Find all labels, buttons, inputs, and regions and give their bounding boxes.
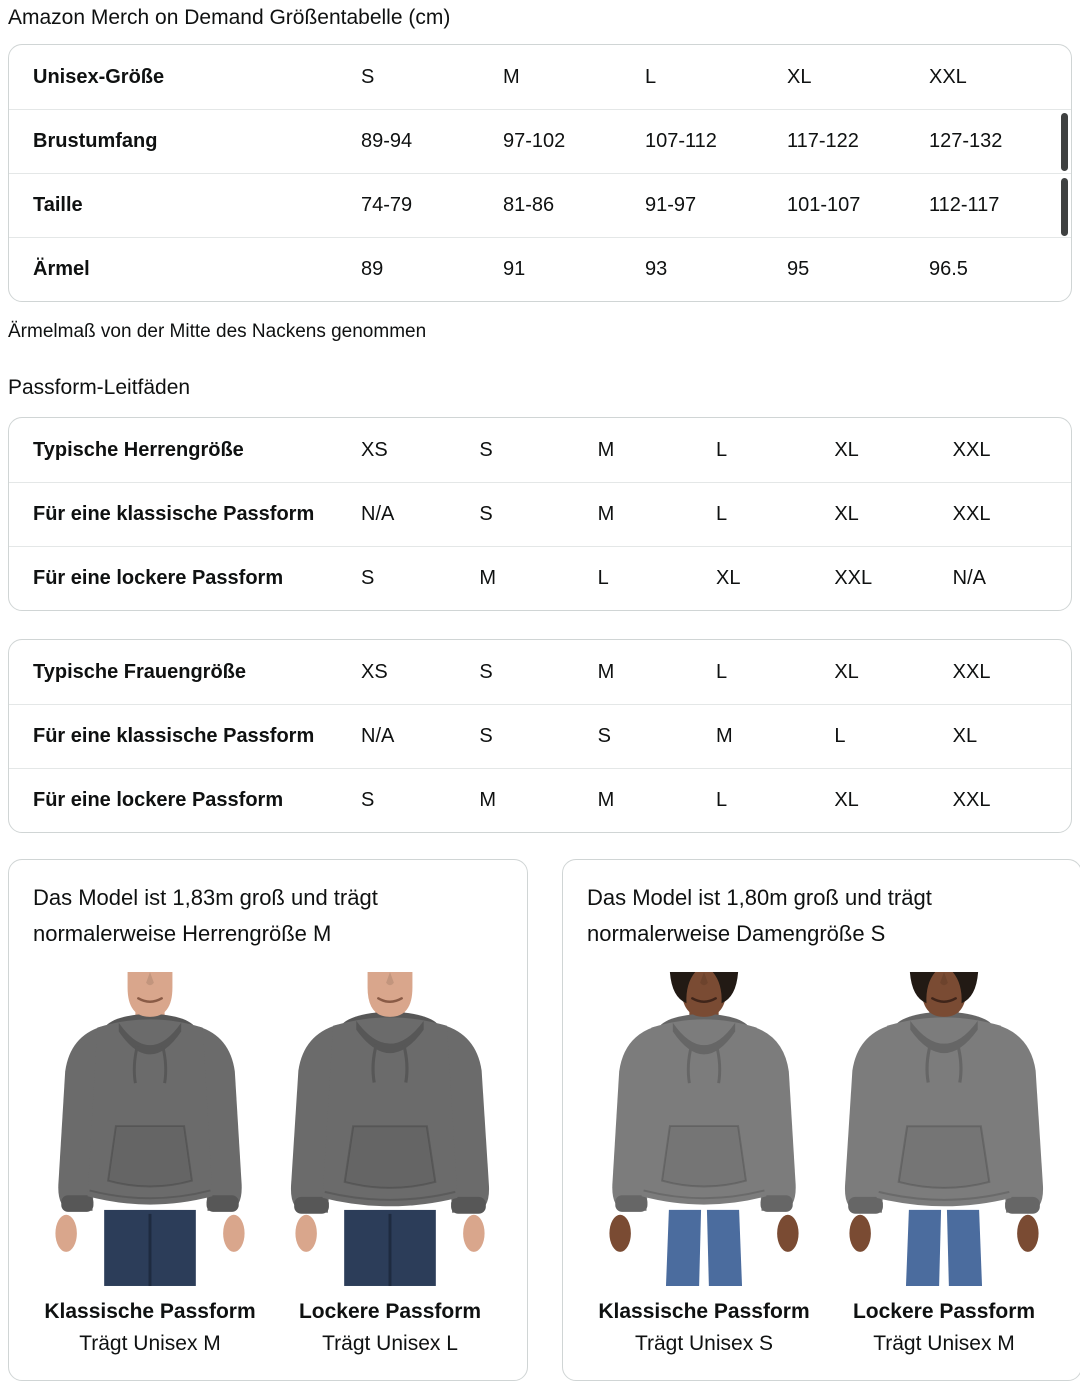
hoodie-model-illustration <box>33 968 267 1290</box>
fit-guides-heading: Passform-Leitfäden <box>8 376 191 399</box>
size-cell: 117-122 <box>787 130 859 152</box>
unisex-size-table <box>8 44 1072 302</box>
table-row <box>9 640 1071 704</box>
table-row <box>9 237 1071 301</box>
size-cell: M <box>479 567 496 589</box>
page-title: Amazon Merch on Demand Größentabelle (cm) <box>8 6 451 29</box>
size-cell: XL <box>952 725 978 747</box>
table-row <box>9 418 1071 482</box>
model-cards <box>8 859 1072 1381</box>
size-cell: M <box>597 660 615 683</box>
row-label: Für eine klassische Passform <box>33 503 315 525</box>
size-cell: 89 <box>361 258 384 280</box>
row-label: Typische Herrengröße <box>33 438 244 461</box>
table-row <box>9 109 1071 173</box>
column-header: XL <box>787 65 812 88</box>
size-cell: XS <box>361 438 388 461</box>
size-cell: S <box>361 789 375 811</box>
size-cell: L <box>597 567 609 589</box>
size-cell: M <box>597 503 615 525</box>
row-label: Für eine lockere Passform <box>33 567 284 589</box>
size-cell: XS <box>361 660 388 683</box>
wears-caption: Trägt Unisex M <box>873 1332 1015 1355</box>
size-cell: XXL <box>952 438 991 461</box>
size-cell: 74-79 <box>361 194 413 216</box>
male-model-card <box>8 859 528 1381</box>
size-cell: 91 <box>503 258 526 280</box>
column-header: L <box>645 65 657 88</box>
fit-caption: Lockere Passform <box>852 1300 1036 1323</box>
size-cell: N/A <box>952 567 986 589</box>
hoodie-model-illustration <box>587 968 821 1290</box>
table-row <box>9 546 1071 610</box>
size-cell: L <box>715 660 728 683</box>
men-fit-table <box>8 417 1072 611</box>
size-cell: 81-86 <box>503 194 555 216</box>
size-cell: M <box>597 789 615 811</box>
model-description: Das Model ist 1,83m groß und trägt normalerweise Herrengröße M <box>33 885 378 946</box>
row-label: Taille <box>33 194 83 216</box>
size-cell: N/A <box>361 725 395 747</box>
size-cell: XL <box>834 438 859 461</box>
hoodie-model-illustration <box>273 968 507 1290</box>
wears-caption: Trägt Unisex M <box>79 1332 221 1355</box>
size-cell: XXL <box>952 789 991 811</box>
table-row <box>9 482 1071 546</box>
column-header: M <box>503 65 520 88</box>
size-cell: L <box>834 725 846 747</box>
size-cell: M <box>597 438 615 461</box>
row-label: Unisex-Größe <box>33 65 165 88</box>
fit-caption: Klassische Passform <box>44 1300 256 1323</box>
column-header: S <box>361 65 375 88</box>
size-cell: 96.5 <box>929 258 968 280</box>
model-description: Das Model ist 1,80m groß und trägt normalerweise Damengröße S <box>587 885 932 946</box>
column-header: XXL <box>929 65 967 88</box>
size-cell: S <box>597 725 611 747</box>
table-row <box>9 173 1071 237</box>
size-cell: 93 <box>645 258 668 280</box>
size-cell: 112-117 <box>929 194 1000 216</box>
table-row <box>9 768 1071 832</box>
fit-caption: Lockere Passform <box>298 1300 482 1323</box>
size-cell: XL <box>834 503 859 525</box>
wears-caption: Trägt Unisex S <box>634 1332 774 1355</box>
model-figure <box>273 968 507 1358</box>
wears-caption: Trägt Unisex L <box>322 1332 458 1355</box>
model-figure <box>33 968 267 1358</box>
size-cell: S <box>479 438 493 461</box>
size-cell: S <box>479 660 493 683</box>
row-label: Für eine klassische Passform <box>33 725 315 747</box>
female-model-card <box>562 859 1080 1381</box>
size-cell: N/A <box>361 503 395 525</box>
model-figure <box>587 968 821 1358</box>
size-cell: XL <box>834 660 859 683</box>
size-cell: XL <box>834 789 859 811</box>
model-figure <box>827 968 1061 1358</box>
row-label: Für eine lockere Passform <box>33 789 284 811</box>
size-cell: 107-112 <box>645 130 717 152</box>
scrollbar-thumb[interactable] <box>1061 113 1068 171</box>
size-cell: 127-132 <box>929 130 1003 152</box>
size-cell: 91-97 <box>645 194 697 216</box>
size-cell: XXL <box>834 567 873 589</box>
size-cell: 101-107 <box>787 194 861 216</box>
row-label: Typische Frauengröße <box>33 660 247 683</box>
table-row <box>9 704 1071 768</box>
sleeve-measure-footnote: Ärmelmaß von der Mitte des Nackens genommen <box>8 321 427 342</box>
size-cell: L <box>715 438 728 461</box>
size-cell: S <box>479 725 493 747</box>
size-cell: XXL <box>952 503 991 525</box>
table-header-row <box>9 45 1071 109</box>
size-cell: L <box>715 789 728 811</box>
size-cell: 97-102 <box>503 130 566 152</box>
size-cell: 89-94 <box>361 130 413 152</box>
women-fit-table <box>8 639 1072 833</box>
hoodie-model-illustration <box>827 968 1061 1290</box>
size-cell: M <box>479 789 496 811</box>
row-label: Brustumfang <box>33 130 158 152</box>
size-cell: 95 <box>787 258 810 280</box>
size-cell: S <box>479 503 493 525</box>
figures-row <box>587 968 1061 1358</box>
size-cell: M <box>715 725 733 747</box>
fit-caption: Klassische Passform <box>598 1300 810 1323</box>
figures-row <box>33 968 507 1358</box>
size-cell: L <box>715 503 728 525</box>
size-cell: XXL <box>952 660 991 683</box>
size-cell: XL <box>715 567 741 589</box>
scrollbar-thumb[interactable] <box>1061 178 1068 236</box>
size-cell: S <box>361 567 375 589</box>
row-label: Ärmel <box>33 258 90 280</box>
